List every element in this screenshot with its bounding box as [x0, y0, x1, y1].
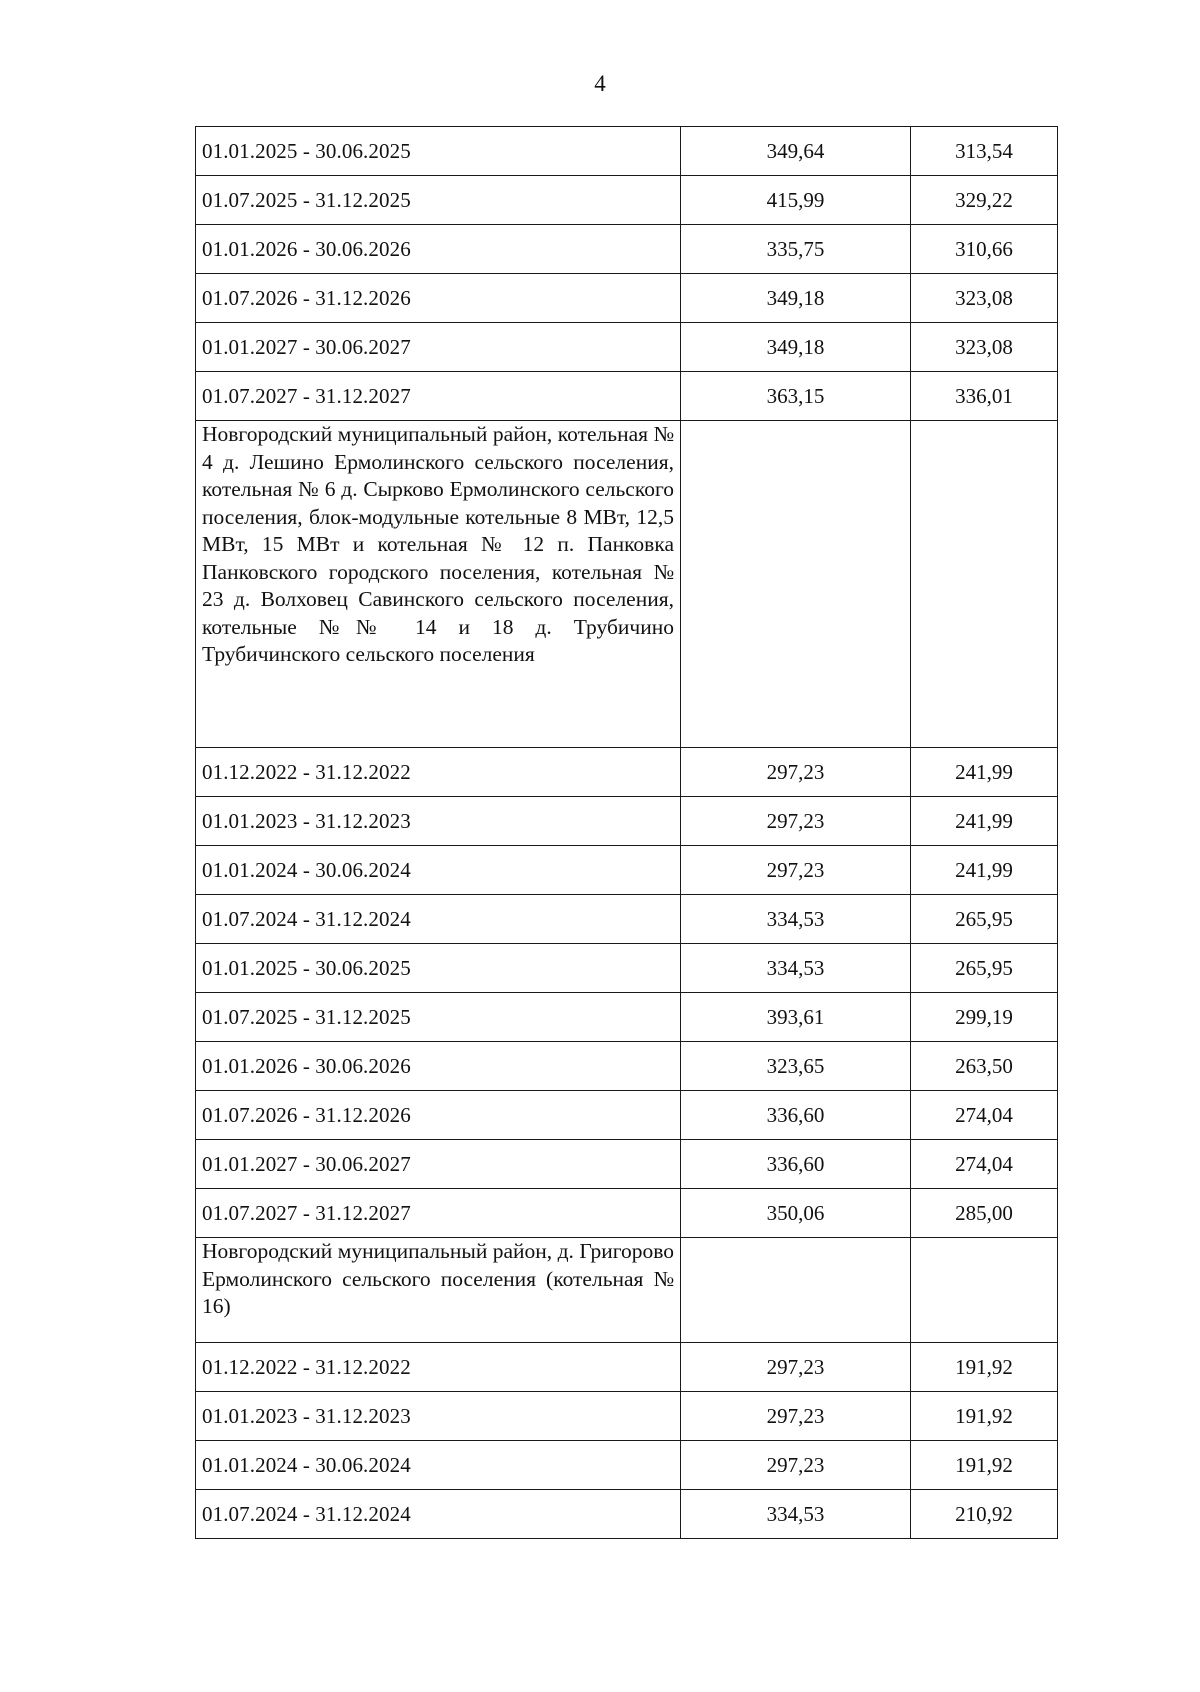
period-cell: 01.01.2023 - 31.12.2023 [196, 797, 681, 846]
tariff-value-cell: 210,92 [911, 1490, 1058, 1539]
period-cell: 01.01.2026 - 30.06.2026 [196, 1042, 681, 1091]
empty-cell [681, 421, 911, 748]
tariff-value-cell: 335,75 [681, 225, 911, 274]
period-cell: 01.07.2026 - 31.12.2026 [196, 274, 681, 323]
tariff-value-cell: 241,99 [911, 846, 1058, 895]
table-row [196, 1189, 1058, 1238]
section-heading: Новгородский муниципальный район, д. Григорово Ермолинского сельского поселения (котельная № 16) [196, 1238, 681, 1343]
period-cell: 01.01.2027 - 30.06.2027 [196, 323, 681, 372]
table-row [196, 1490, 1058, 1539]
period-cell: 01.07.2026 - 31.12.2026 [196, 1091, 681, 1140]
tariff-value-cell: 297,23 [681, 1441, 911, 1490]
tariff-table-body [196, 127, 1058, 1539]
tariff-value-cell: 336,60 [681, 1091, 911, 1140]
period-cell: 01.07.2024 - 31.12.2024 [196, 1490, 681, 1539]
table-row [196, 225, 1058, 274]
period-cell: 01.12.2022 - 31.12.2022 [196, 1343, 681, 1392]
table-row [196, 323, 1058, 372]
tariff-value-cell: 241,99 [911, 748, 1058, 797]
tariff-value-cell: 265,95 [911, 944, 1058, 993]
period-cell: 01.01.2026 - 30.06.2026 [196, 225, 681, 274]
tariff-value-cell: 393,61 [681, 993, 911, 1042]
tariff-value-cell: 313,54 [911, 127, 1058, 176]
table-row [196, 1042, 1058, 1091]
table-row [196, 372, 1058, 421]
tariff-value-cell: 334,53 [681, 944, 911, 993]
section-heading-row [196, 421, 1058, 748]
empty-cell [911, 1238, 1058, 1343]
tariff-value-cell: 191,92 [911, 1343, 1058, 1392]
period-cell: 01.01.2023 - 31.12.2023 [196, 1392, 681, 1441]
period-cell: 01.01.2027 - 30.06.2027 [196, 1140, 681, 1189]
tariff-value-cell: 299,19 [911, 993, 1058, 1042]
period-cell: 01.01.2025 - 30.06.2025 [196, 944, 681, 993]
tariff-value-cell: 285,00 [911, 1189, 1058, 1238]
period-cell: 01.01.2024 - 30.06.2024 [196, 1441, 681, 1490]
tariff-value-cell: 350,06 [681, 1189, 911, 1238]
tariff-value-cell: 336,60 [681, 1140, 911, 1189]
table-row [196, 748, 1058, 797]
empty-cell [911, 421, 1058, 748]
section-heading: Новгородский муниципальный район, котельная № 4 д. Лешино Ермолинского сельского поселения, котельная № 6 д. Сырково Ермолинского сельского поселения, блок-модульные котельные 8 МВт, 12,5 МВт, 15 МВт и котельная № 12 п. Панковка Панковского городского поселения, котельная № 23 д. Волховец Савинского сельского поселения, котельные №№ 14 и 18 д. Трубичино Трубичинского сельского поселения [196, 421, 681, 748]
table-row [196, 176, 1058, 225]
period-cell: 01.07.2027 - 31.12.2027 [196, 1189, 681, 1238]
table-row [196, 944, 1058, 993]
table-row [196, 797, 1058, 846]
table-row [196, 993, 1058, 1042]
tariff-value-cell: 297,23 [681, 1392, 911, 1441]
page-number: 4 [594, 71, 606, 96]
tariff-value-cell: 265,95 [911, 895, 1058, 944]
period-cell: 01.07.2025 - 31.12.2025 [196, 176, 681, 225]
tariff-value-cell: 329,22 [911, 176, 1058, 225]
table-row [196, 895, 1058, 944]
tariff-value-cell: 310,66 [911, 225, 1058, 274]
tariff-value-cell: 297,23 [681, 1343, 911, 1392]
tariff-value-cell: 349,64 [681, 127, 911, 176]
table-row [196, 1392, 1058, 1441]
table-row [196, 1343, 1058, 1392]
tariff-value-cell: 241,99 [911, 797, 1058, 846]
tariff-value-cell: 363,15 [681, 372, 911, 421]
table-row [196, 1140, 1058, 1189]
table-row [196, 1091, 1058, 1140]
period-cell: 01.07.2024 - 31.12.2024 [196, 895, 681, 944]
tariff-value-cell: 297,23 [681, 748, 911, 797]
tariff-value-cell: 349,18 [681, 323, 911, 372]
tariff-value-cell: 191,92 [911, 1441, 1058, 1490]
tariff-value-cell: 415,99 [681, 176, 911, 225]
period-cell: 01.07.2027 - 31.12.2027 [196, 372, 681, 421]
table-row [196, 846, 1058, 895]
tariff-value-cell: 349,18 [681, 274, 911, 323]
tariff-value-cell: 191,92 [911, 1392, 1058, 1441]
period-cell: 01.12.2022 - 31.12.2022 [196, 748, 681, 797]
tariff-value-cell: 334,53 [681, 895, 911, 944]
tariff-value-cell: 323,65 [681, 1042, 911, 1091]
tariff-value-cell: 297,23 [681, 846, 911, 895]
tariff-value-cell: 334,53 [681, 1490, 911, 1539]
table-row [196, 1441, 1058, 1490]
empty-cell [681, 1238, 911, 1343]
period-cell: 01.01.2024 - 30.06.2024 [196, 846, 681, 895]
tariff-value-cell: 263,50 [911, 1042, 1058, 1091]
tariff-value-cell: 297,23 [681, 797, 911, 846]
tariff-value-cell: 323,08 [911, 274, 1058, 323]
tariff-value-cell: 323,08 [911, 323, 1058, 372]
tariff-value-cell: 274,04 [911, 1091, 1058, 1140]
tariff-table [195, 126, 1058, 1539]
tariff-value-cell: 274,04 [911, 1140, 1058, 1189]
tariff-value-cell: 336,01 [911, 372, 1058, 421]
table-row [196, 274, 1058, 323]
section-heading-row [196, 1238, 1058, 1343]
period-cell: 01.07.2025 - 31.12.2025 [196, 993, 681, 1042]
period-cell: 01.01.2025 - 30.06.2025 [196, 127, 681, 176]
table-row [196, 127, 1058, 176]
